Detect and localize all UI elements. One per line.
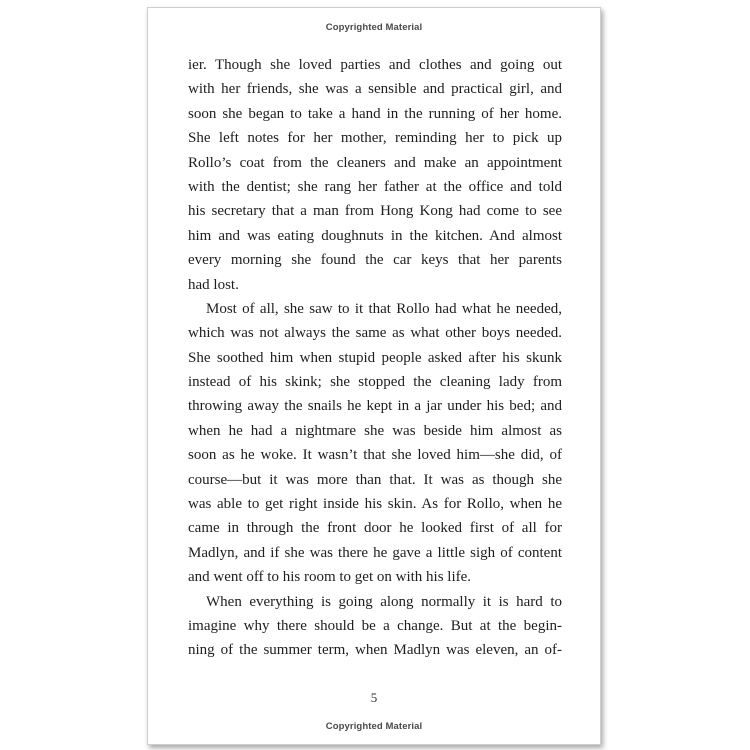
text-line: imagine why there should be a change. But at the begin- — [188, 617, 562, 634]
text-line: Madlyn, and if she was there he gave a little sigh of content — [188, 544, 562, 561]
paragraph — [188, 53, 562, 297]
text-line: him and was eating doughnuts in the kitchen. And almost — [188, 227, 562, 244]
copyright-watermark-bottom: Copyrighted Material — [325, 721, 423, 732]
text-line: came in through the front door he looked first of all for — [188, 520, 562, 537]
text-line: ier. Though she loved parties and clothes and going out — [188, 57, 562, 73]
page-body-text — [188, 53, 562, 663]
text-line: when he had a nightmare she was beside him almost as — [188, 422, 562, 439]
text-line: She soothed him when stupid people asked after his skunk — [188, 349, 562, 366]
text-line: which was not always the same as what other boys needed. — [188, 325, 562, 342]
paragraph — [188, 590, 562, 663]
text-line: Rollo’s coat from the cleaners and make an appointment — [188, 154, 562, 171]
text-line: throwing away the snails he kept in a jar under his bed; and — [188, 398, 562, 415]
text-line: soon she began to take a hand in the running of her home. — [188, 105, 562, 122]
page-number: 5 — [370, 690, 378, 705]
paragraph — [188, 297, 562, 590]
text-line: with the dentist; she rang her father at the office and told — [188, 178, 562, 195]
text-line: Most of all, she saw to it that Rollo had what he needed, — [206, 300, 562, 317]
text-line: She left notes for her mother, reminding her to pick up — [188, 130, 562, 147]
text-line: and went off to his room to get on with his life. — [188, 569, 472, 586]
text-line: his secretary that a man from Hong Kong had come to see — [188, 203, 562, 220]
text-line: was able to get right inside his skin. As for Rollo, when he — [188, 496, 562, 513]
text-line: course—but it was more than that. It was as though she — [188, 471, 562, 488]
text-line: with her friends, she was a sensible and practical girl, and — [188, 81, 562, 98]
text-line: had lost. — [188, 276, 239, 293]
text-line: instead of his skink; she stopped the cleaning lady from — [188, 374, 562, 391]
text-line: ning of the summer term, when Madlyn was eleven, an of- — [188, 642, 562, 659]
text-line: soon as he woke. It wasn’t that she loved him—she did, of — [188, 447, 562, 464]
text-line: When everything is going along normally it is hard to — [206, 593, 562, 610]
copyright-watermark-top: Copyrighted Material — [325, 22, 423, 33]
book-page — [147, 7, 601, 745]
text-line: every morning she found the car keys that her parents — [188, 252, 562, 269]
